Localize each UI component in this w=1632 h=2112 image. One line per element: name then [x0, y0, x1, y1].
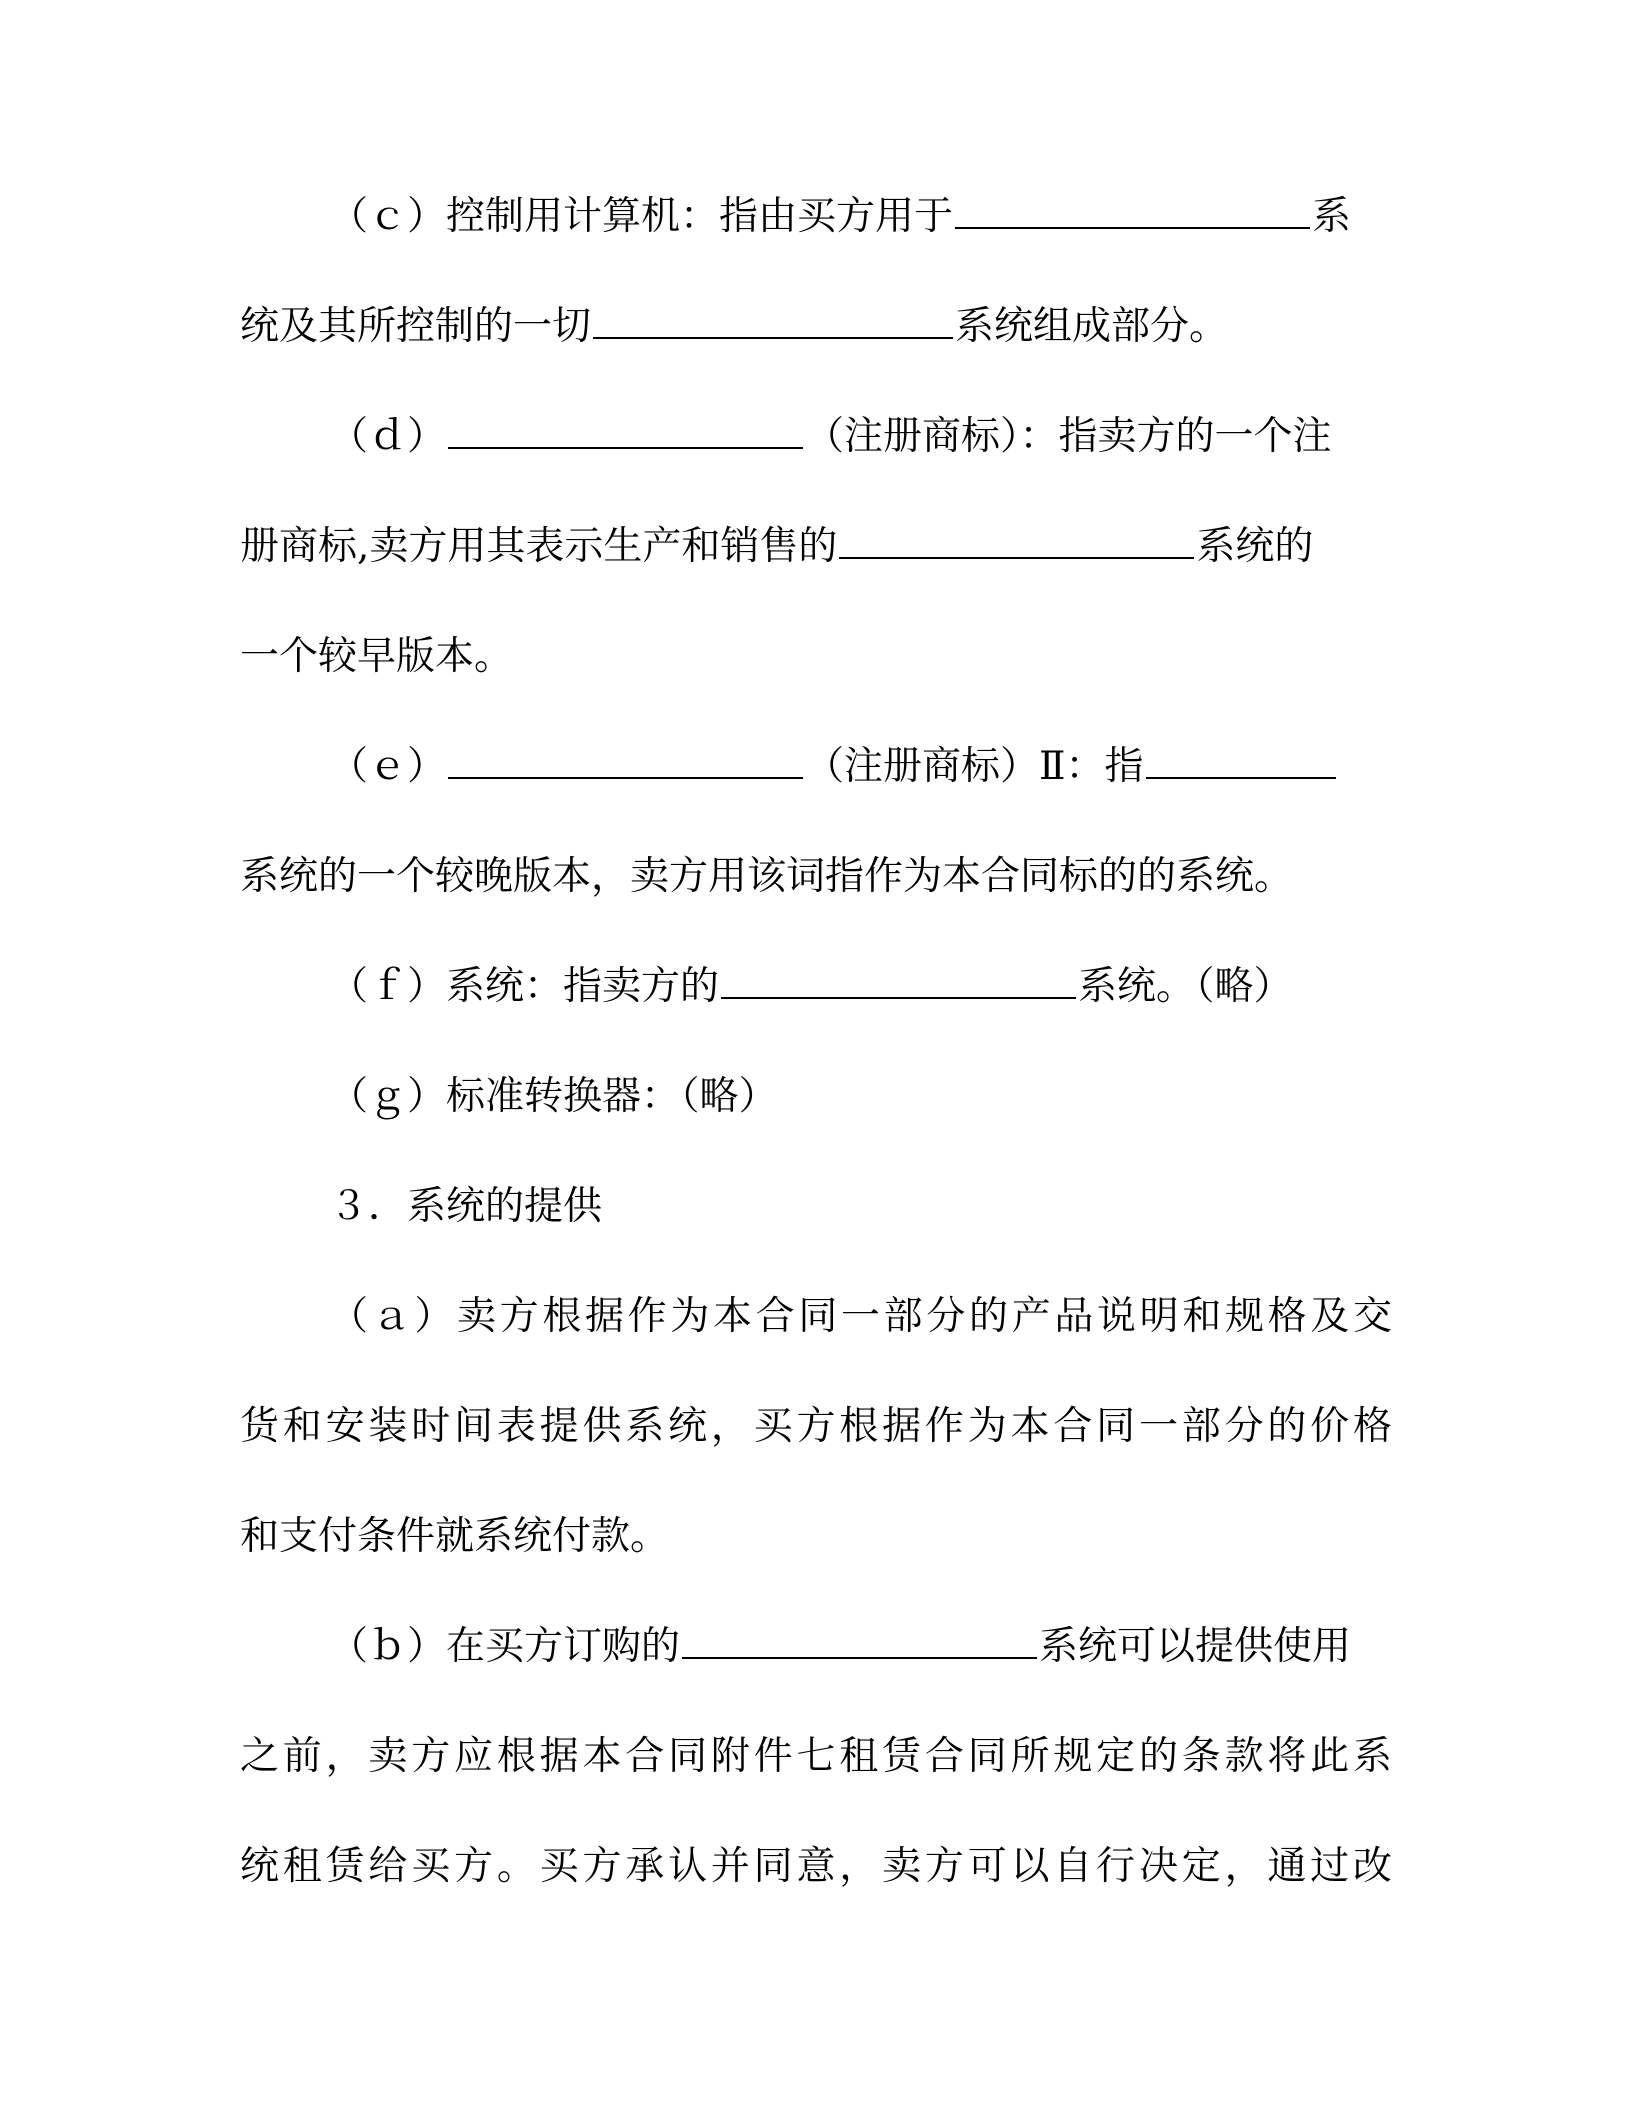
clause-a-line-1: [329, 1287, 1392, 1347]
blank-underline: [448, 738, 803, 779]
clause-f-text-start: （ｆ）系统：指卖方的: [329, 964, 720, 1009]
blank-underline: [1146, 738, 1336, 779]
clause-c-text-start: （ｃ）控制用计算机：指由买方用于: [329, 194, 954, 239]
clause-g-text: （ｇ）标准转换器：（略）: [329, 1074, 778, 1119]
blank-underline: [839, 518, 1194, 559]
clause-a-text-1: （ａ）卖方根据作为本合同一部分的产品说明和规格及交: [329, 1294, 1392, 1339]
clause-c-text-end: 系: [1312, 194, 1352, 239]
clause-d-text-2-start: 册商标,卖方用其表示生产和销售的: [240, 524, 838, 569]
clause-b-text-2: 之前，卖方应根据本合同附件七租赁合同所规定的条款将此系: [240, 1734, 1392, 1779]
clause-b-text-start: （ｂ）在买方订购的: [329, 1624, 681, 1669]
section-3-title: ３．系统的提供: [329, 1184, 603, 1229]
blank-underline: [448, 408, 803, 449]
clause-b-line-2: [240, 1727, 1392, 1787]
clause-d-line-2: [240, 517, 1392, 577]
clause-f-line: [329, 957, 1392, 1017]
clause-c-line-1: [329, 187, 1392, 247]
clause-a-text-3: 和支付条件就系统付款。: [240, 1514, 670, 1559]
clause-d-line-1: [329, 407, 1392, 467]
clause-e-text-2: 系统的一个较晚版本，卖方用该词指作为本合同标的的系统。: [240, 854, 1294, 899]
blank-underline: [721, 958, 1076, 999]
clause-a-line-3: [240, 1507, 1392, 1567]
clause-d-text-3: 一个较早版本。: [240, 634, 514, 679]
clause-d-line-3: [240, 627, 1392, 687]
clause-c-text-2-start: 统及其所控制的一切: [240, 304, 592, 349]
clause-a-text-2: 货和安装时间表提供系统，买方根据作为本合同一部分的价格: [240, 1404, 1392, 1449]
clause-b-text-end: 系统可以提供使用: [1039, 1624, 1352, 1669]
clause-a-line-2: [240, 1397, 1392, 1457]
clause-b-line-3: [240, 1837, 1392, 1897]
clause-f-text-end: 系统。（略）: [1078, 964, 1293, 1009]
blank-underline: [682, 1618, 1037, 1659]
clause-d-label: （ｄ）: [329, 414, 447, 459]
section-3-heading: [329, 1177, 1392, 1237]
clause-e-text: （注册商标）Ⅱ：指: [805, 744, 1144, 789]
clause-c-line-2: [240, 297, 1392, 357]
clause-b-line-1: [329, 1617, 1392, 1677]
clause-c-text-2-end: 系统组成部分。: [955, 304, 1229, 349]
clause-d-text-2-end: 系统的: [1196, 524, 1314, 569]
blank-underline: [955, 188, 1310, 229]
clause-d-text: （注册商标）：指卖方的一个注: [805, 414, 1332, 459]
clause-b-text-3: 统租赁给买方。买方承认并同意，卖方可以自行决定，通过改: [240, 1844, 1392, 1889]
clause-e-line-2: [240, 847, 1392, 907]
clause-e-label: （ｅ）: [329, 744, 447, 789]
clause-g-line: [329, 1067, 1392, 1127]
blank-underline: [593, 298, 953, 339]
clause-e-line-1: [329, 737, 1392, 797]
